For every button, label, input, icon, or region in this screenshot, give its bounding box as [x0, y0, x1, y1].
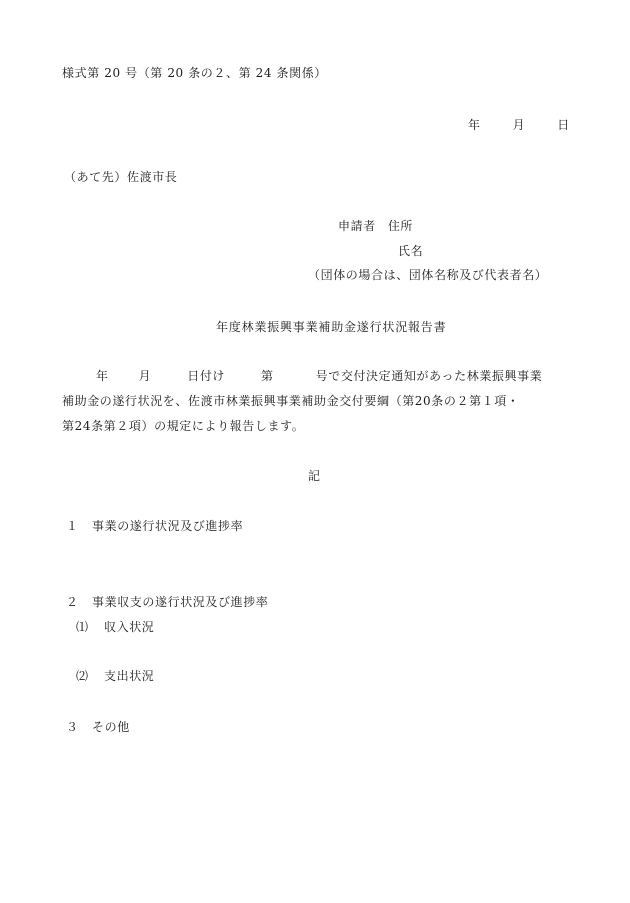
body-line-2: 補助金の遂行状況を、佐渡市林業振興事業補助金交付要綱（第20条の２第１項・ — [62, 394, 520, 408]
section-label: その他 — [92, 720, 130, 734]
date-day: 日 — [557, 118, 570, 132]
subsection-number: ⑴ — [76, 620, 89, 634]
applicant-label: 申請者 — [338, 219, 376, 233]
subsection-label: 支出状況 — [104, 669, 155, 683]
section-3 — [66, 720, 130, 734]
section-label: 事業の遂行状況及び進捗率 — [92, 519, 244, 533]
body-year: 年 — [96, 369, 109, 383]
date-line — [468, 118, 570, 132]
section-number: ３ — [66, 720, 79, 734]
subsection-number: ⑵ — [76, 669, 89, 683]
section-number: ２ — [66, 595, 79, 609]
ki-heading: 記 — [308, 469, 321, 483]
body-line-1-rest: 号で交付決定通知があった林業振興事業 — [315, 369, 543, 383]
subsection-1 — [76, 620, 154, 634]
body-line-1 — [96, 369, 542, 383]
body-no-prefix: 第 — [261, 369, 274, 383]
addressee: （あて先）佐渡市長 — [64, 170, 178, 184]
subsection-label: 収入状況 — [104, 620, 155, 634]
body-month: 月 — [138, 369, 152, 383]
body-line-3: 第24条第２項）の規定により報告します。 — [62, 419, 305, 433]
subsection-2 — [76, 669, 154, 683]
section-2 — [66, 595, 268, 609]
date-year: 年 — [468, 118, 481, 132]
date-month: 月 — [512, 118, 526, 132]
address-label: 住所 — [387, 219, 414, 233]
name-label: 氏名 — [398, 244, 424, 258]
section-number: １ — [66, 519, 79, 533]
organization-note: （団体の場合は、団体名称及び代表者名） — [308, 268, 548, 282]
form-number: 様式第 20 号（第 20 条の２、第 24 条関係） — [62, 66, 327, 80]
applicant-address-line — [338, 219, 413, 233]
section-1 — [66, 519, 243, 533]
body-day: 日付け — [187, 369, 226, 383]
document-title: 年度林業振興事業補助金遂行状況報告書 — [216, 320, 447, 334]
section-label: 事業収支の遂行状況及び進捗率 — [92, 595, 269, 609]
